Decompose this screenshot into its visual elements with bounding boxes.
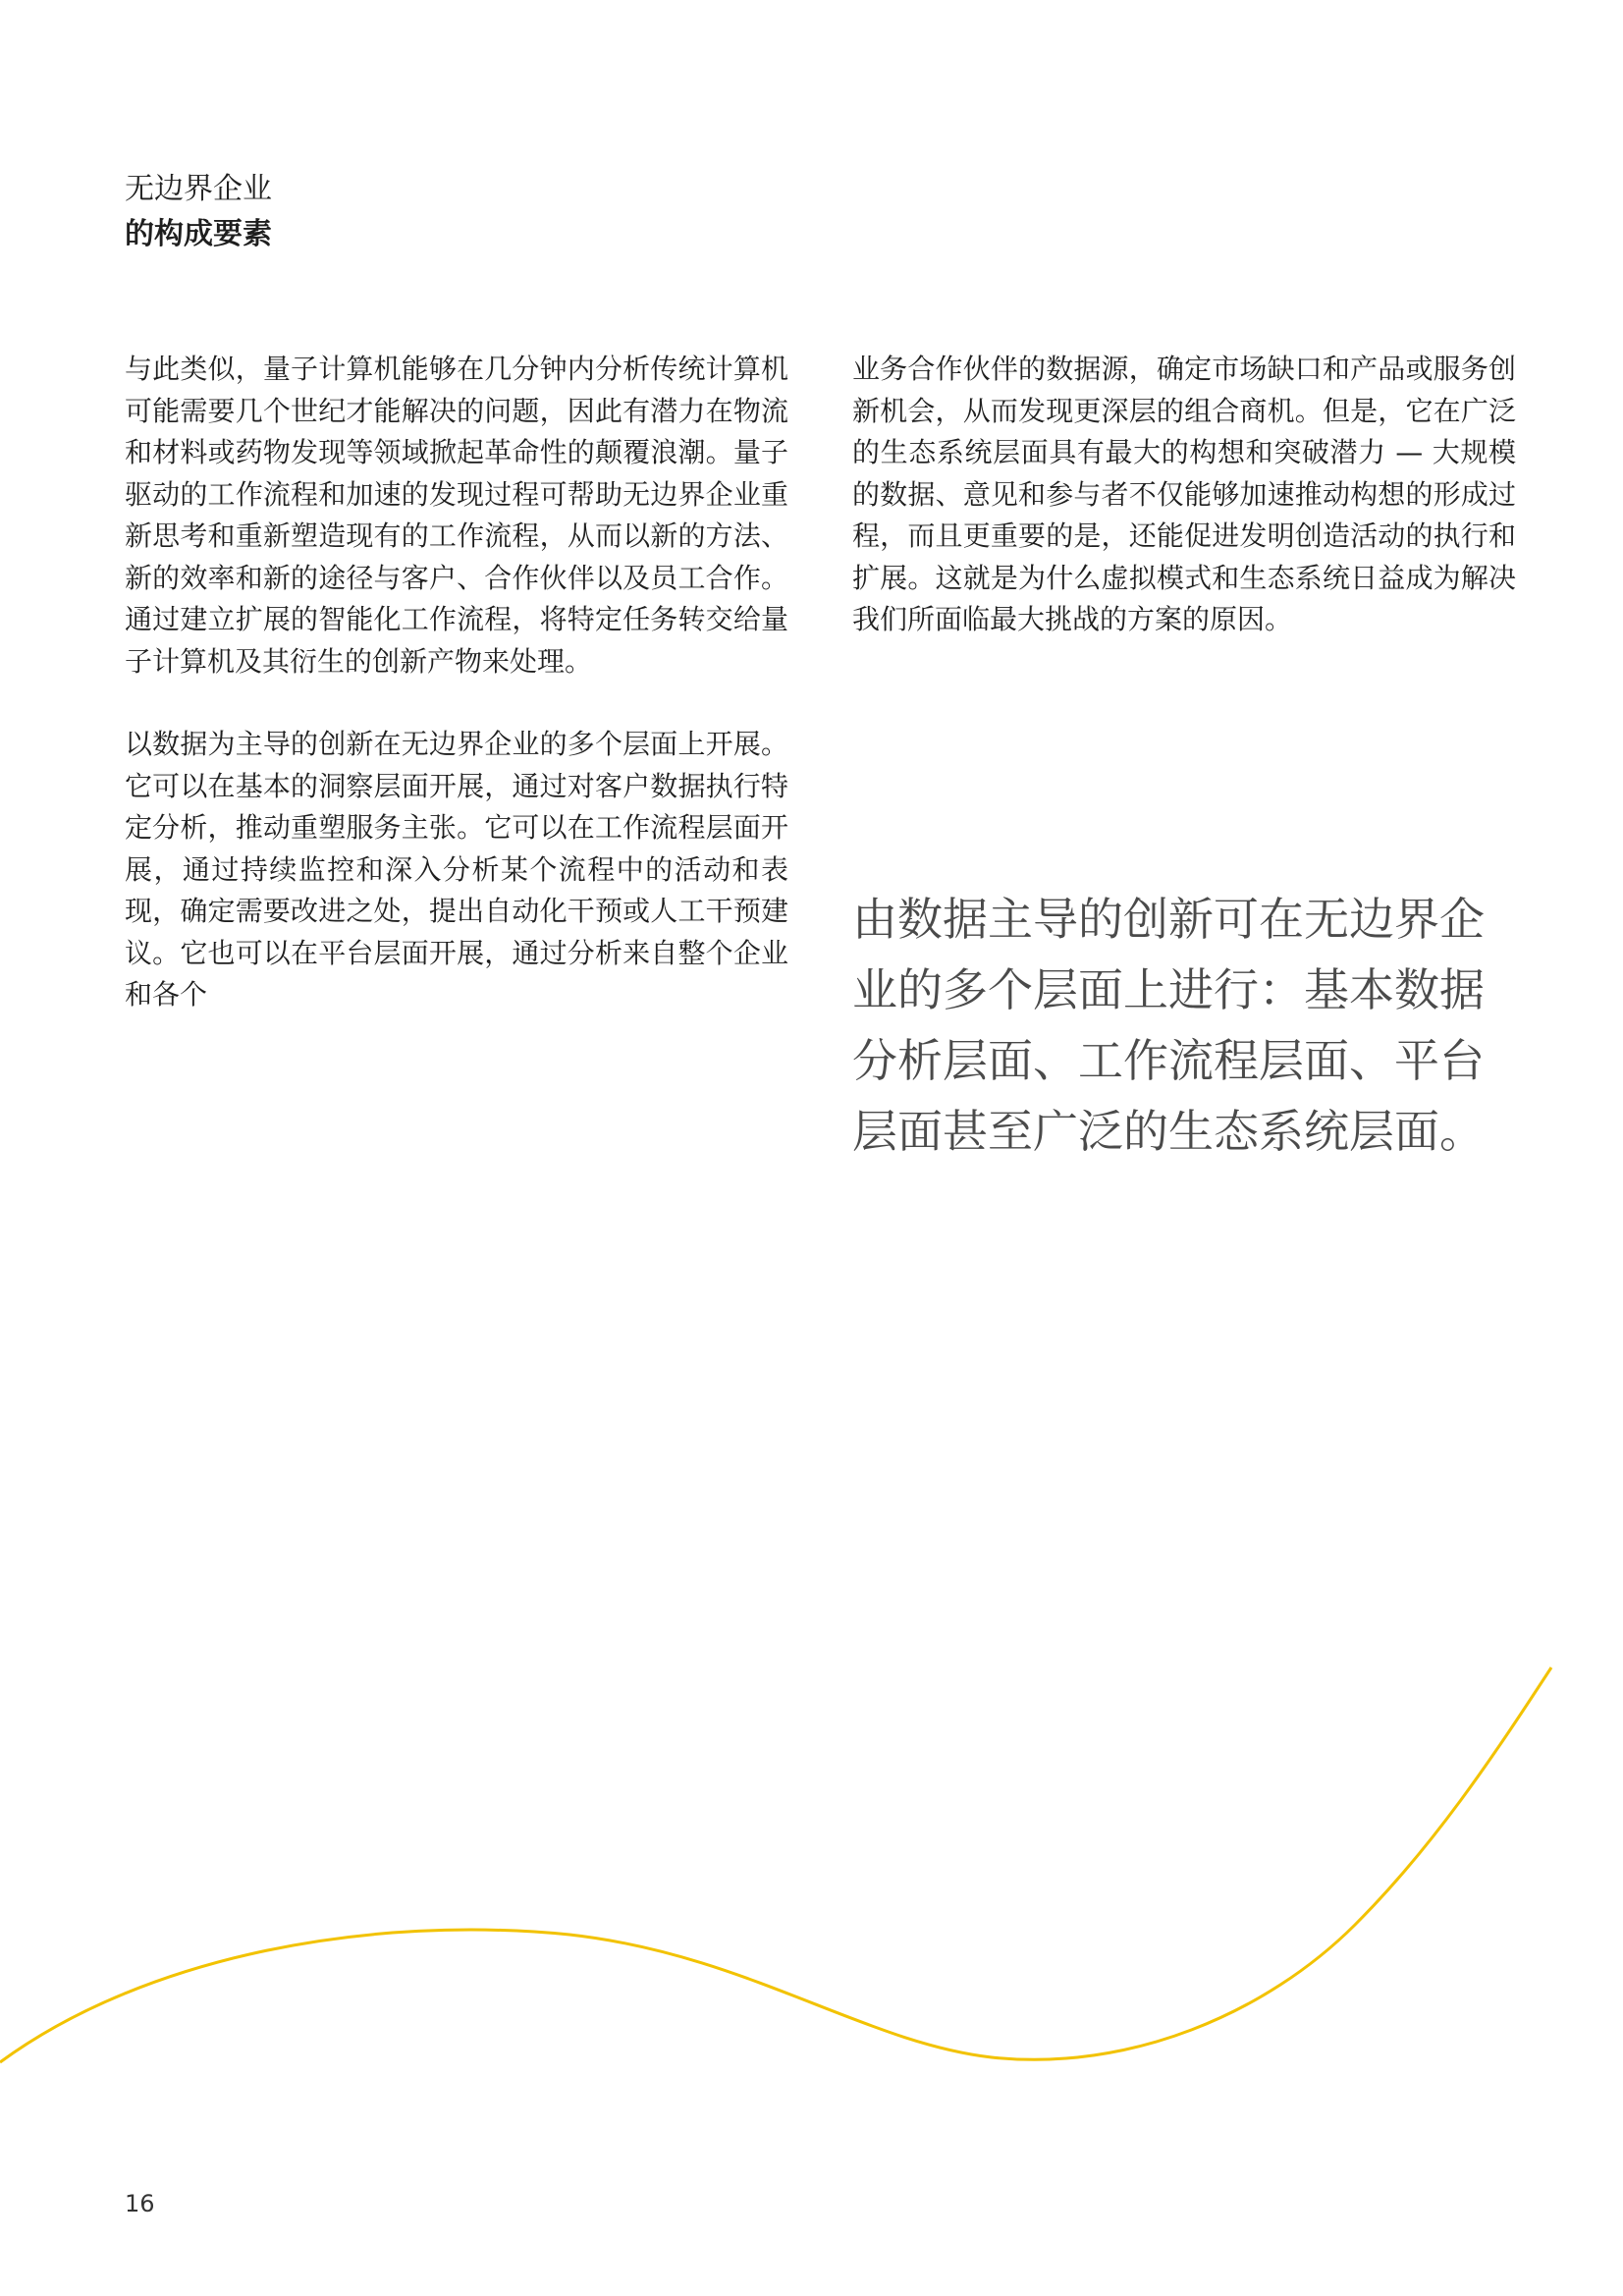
body-paragraph: 以数据为主导的创新在无边界企业的多个层面上开展。它可以在基本的洞察层面开展，通过对客户数据执行特定分析，推动重塑服务主张。它可以在工作流程层面开展，通过持续监控和深入分析某个流程中的活动和表现，确定需要改进之处，提出自动化干预或人工干预建议。它也可以在平台层面开展，通过分析来自整个企业和各个 xyxy=(125,728,788,1011)
header-line-1: 无边界企业 xyxy=(125,172,272,206)
left-text-column xyxy=(125,349,788,1016)
decorative-wave-line xyxy=(0,1620,1623,2111)
body-paragraph: 业务合作伙伴的数据源，确定市场缺口和产品或服务创新机会，从而发现更深层的组合商机。但是，它在广泛的生态系统层面具有最大的构想和突破潜力 — 大规模的数据、意见和参与者不仅能够加速推动构想的形成过程，而且更重要的是，还能促进发明创造活动的执行和扩展。这就是为什么虚拟模式和生态系统日益成为解决我们所面临最大挑战的方案的原因。 xyxy=(852,353,1516,635)
page-number: 16 xyxy=(125,2190,155,2217)
wave-path xyxy=(0,1667,1551,2062)
section-header xyxy=(125,167,272,257)
right-text-column xyxy=(852,349,1516,641)
pull-quote: 由数据主导的创新可在无边界企业的多个层面上进行：基本数据分析层面、工作流程层面、平台层面甚至广泛的生态系统层面。 xyxy=(852,893,1485,1158)
header-line-2: 的构成要素 xyxy=(125,217,272,251)
body-paragraph: 与此类似，量子计算机能够在几分钟内分析传统计算机可能需要几个世纪才能解决的问题，因此有潜力在物流和材料或药物发现等领域掀起革命性的颠覆浪潮。量子驱动的工作流程和加速的发现过程可帮助无边界企业重新思考和重新塑造现有的工作流程，从而以新的方法、新的效率和新的途径与客户、合作伙伴以及员工合作。通过建立扩展的智能化工作流程，将特定任务转交给量子计算机及其衍生的创新产物来处理。 xyxy=(125,353,788,678)
